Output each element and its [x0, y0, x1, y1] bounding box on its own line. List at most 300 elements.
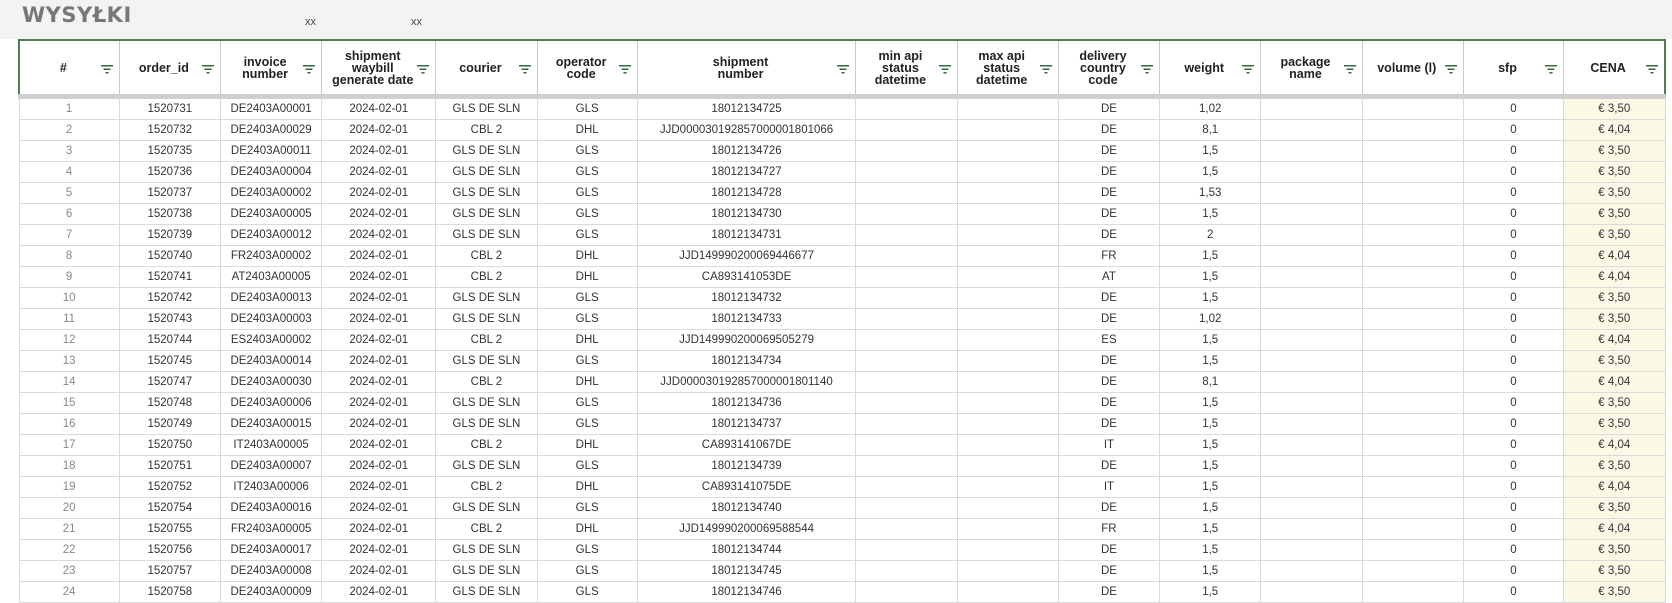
table-cell[interactable]	[1362, 540, 1463, 561]
row-number-cell[interactable]: 14	[19, 372, 119, 393]
filter-icon[interactable]	[619, 64, 631, 73]
table-cell[interactable]: DE2403A00008	[220, 561, 321, 582]
table-cell[interactable]	[856, 561, 957, 582]
table-cell[interactable]: 0	[1463, 498, 1563, 519]
table-cell[interactable]: DE	[1058, 225, 1159, 246]
table-cell[interactable]: FR2403A00002	[220, 246, 321, 267]
table-cell[interactable]: 1520747	[119, 372, 220, 393]
table-cell[interactable]	[1261, 330, 1362, 351]
table-cell[interactable]: GLS DE SLN	[436, 393, 537, 414]
table-cell[interactable]: 1,5	[1160, 204, 1261, 225]
table-cell[interactable]	[1362, 267, 1463, 288]
table-cell[interactable]: 0	[1463, 288, 1563, 309]
table-cell[interactable]: DE	[1058, 540, 1159, 561]
column-header[interactable]	[856, 40, 957, 97]
row-number-cell[interactable]: 6	[19, 204, 119, 225]
row-number-cell[interactable]: 21	[19, 519, 119, 540]
table-cell[interactable]: CBL 2	[436, 519, 537, 540]
table-cell[interactable]: DHL	[537, 519, 637, 540]
table-cell[interactable]: 1,5	[1160, 498, 1261, 519]
table-cell[interactable]: 0	[1463, 582, 1563, 603]
table-cell[interactable]: CBL 2	[436, 267, 537, 288]
table-cell[interactable]	[957, 561, 1058, 582]
table-cell[interactable]: 8,1	[1160, 372, 1261, 393]
filter-icon[interactable]	[1040, 64, 1052, 73]
table-cell[interactable]	[957, 162, 1058, 183]
table-cell[interactable]: 0	[1463, 330, 1563, 351]
table-cell[interactable]: DE	[1058, 372, 1159, 393]
filter-icon[interactable]	[837, 64, 849, 73]
table-cell[interactable]: 0	[1463, 456, 1563, 477]
table-cell[interactable]	[1362, 330, 1463, 351]
table-cell[interactable]: JJD000030192857000001801066	[637, 120, 856, 141]
table-cell[interactable]	[856, 435, 957, 456]
table-cell[interactable]: € 3,50	[1564, 540, 1665, 561]
table-cell[interactable]: GLS	[537, 456, 637, 477]
table-cell[interactable]	[856, 225, 957, 246]
table-cell[interactable]	[1261, 351, 1362, 372]
table-cell[interactable]: 2024-02-01	[322, 288, 436, 309]
table-cell[interactable]: 2	[1160, 225, 1261, 246]
table-cell[interactable]: 18012134726	[637, 141, 856, 162]
table-cell[interactable]: GLS	[537, 183, 637, 204]
row-number-cell[interactable]: 19	[19, 477, 119, 498]
table-cell[interactable]: 1,5	[1160, 519, 1261, 540]
table-cell[interactable]: GLS	[537, 582, 637, 603]
table-cell[interactable]: € 4,04	[1564, 477, 1665, 498]
table-cell[interactable]: 1520736	[119, 162, 220, 183]
table-cell[interactable]	[1362, 477, 1463, 498]
table-cell[interactable]	[1261, 519, 1362, 540]
table-cell[interactable]: 2024-02-01	[322, 414, 436, 435]
table-cell[interactable]: € 3,50	[1564, 183, 1665, 204]
table-cell[interactable]: 1520749	[119, 414, 220, 435]
table-cell[interactable]: 1,5	[1160, 351, 1261, 372]
filter-icon[interactable]	[1646, 64, 1658, 73]
table-cell[interactable]: € 3,50	[1564, 351, 1665, 372]
table-cell[interactable]: 1520743	[119, 309, 220, 330]
table-cell[interactable]	[1261, 435, 1362, 456]
table-cell[interactable]	[957, 204, 1058, 225]
table-cell[interactable]: GLS DE SLN	[436, 97, 537, 120]
table-cell[interactable]: GLS	[537, 414, 637, 435]
table-cell[interactable]	[957, 498, 1058, 519]
table-cell[interactable]: 0	[1463, 519, 1563, 540]
table-cell[interactable]: DE	[1058, 97, 1159, 120]
table-cell[interactable]: GLS	[537, 540, 637, 561]
table-cell[interactable]: 18012134745	[637, 561, 856, 582]
table-cell[interactable]: 1520757	[119, 561, 220, 582]
table-cell[interactable]	[1362, 97, 1463, 120]
table-cell[interactable]: 1520758	[119, 582, 220, 603]
column-header[interactable]	[436, 40, 537, 97]
table-cell[interactable]: € 3,50	[1564, 288, 1665, 309]
table-cell[interactable]: GLS	[537, 498, 637, 519]
row-number-cell[interactable]: 12	[19, 330, 119, 351]
table-cell[interactable]: 2024-02-01	[322, 372, 436, 393]
table-cell[interactable]	[957, 309, 1058, 330]
table-cell[interactable]: DE2403A00005	[220, 204, 321, 225]
column-header[interactable]	[1160, 40, 1261, 97]
filter-icon[interactable]	[519, 64, 531, 73]
table-cell[interactable]: CBL 2	[436, 372, 537, 393]
table-cell[interactable]	[957, 393, 1058, 414]
table-cell[interactable]: DE2403A00003	[220, 309, 321, 330]
table-cell[interactable]	[1362, 561, 1463, 582]
table-cell[interactable]: IT2403A00005	[220, 435, 321, 456]
table-cell[interactable]: 0	[1463, 561, 1563, 582]
table-cell[interactable]: DE	[1058, 204, 1159, 225]
table-cell[interactable]	[1362, 309, 1463, 330]
table-cell[interactable]: 1520732	[119, 120, 220, 141]
table-cell[interactable]: 1,5	[1160, 414, 1261, 435]
table-cell[interactable]: € 4,04	[1564, 519, 1665, 540]
table-cell[interactable]	[1362, 393, 1463, 414]
table-cell[interactable]: DE	[1058, 351, 1159, 372]
table-cell[interactable]	[856, 477, 957, 498]
table-cell[interactable]: 2024-02-01	[322, 204, 436, 225]
table-cell[interactable]	[957, 456, 1058, 477]
table-cell[interactable]: IT2403A00006	[220, 477, 321, 498]
table-cell[interactable]: FR	[1058, 519, 1159, 540]
table-cell[interactable]	[1362, 204, 1463, 225]
table-cell[interactable]	[1261, 498, 1362, 519]
table-cell[interactable]: DHL	[537, 267, 637, 288]
table-cell[interactable]: DHL	[537, 330, 637, 351]
table-cell[interactable]: € 3,50	[1564, 456, 1665, 477]
filter-icon[interactable]	[939, 64, 951, 73]
table-cell[interactable]: 1,5	[1160, 162, 1261, 183]
table-cell[interactable]: 18012134730	[637, 204, 856, 225]
table-cell[interactable]: € 4,04	[1564, 246, 1665, 267]
table-cell[interactable]: CA893141053DE	[637, 267, 856, 288]
column-header[interactable]	[637, 40, 856, 97]
table-cell[interactable]	[1261, 183, 1362, 204]
table-cell[interactable]: 2024-02-01	[322, 498, 436, 519]
table-cell[interactable]	[957, 351, 1058, 372]
table-cell[interactable]: GLS DE SLN	[436, 162, 537, 183]
table-cell[interactable]: 0	[1463, 351, 1563, 372]
column-header[interactable]	[1564, 40, 1665, 97]
filter-icon[interactable]	[1545, 64, 1557, 73]
table-cell[interactable]: 1520754	[119, 498, 220, 519]
table-cell[interactable]	[856, 414, 957, 435]
table-cell[interactable]: DE	[1058, 309, 1159, 330]
table-cell[interactable]: € 4,04	[1564, 267, 1665, 288]
table-cell[interactable]	[1261, 561, 1362, 582]
table-cell[interactable]: DE2403A00029	[220, 120, 321, 141]
table-cell[interactable]	[957, 435, 1058, 456]
table-cell[interactable]: DE	[1058, 561, 1159, 582]
table-cell[interactable]: 0	[1463, 477, 1563, 498]
table-cell[interactable]: 0	[1463, 183, 1563, 204]
table-cell[interactable]	[1362, 225, 1463, 246]
table-cell[interactable]: DE	[1058, 183, 1159, 204]
filter-icon[interactable]	[1344, 64, 1356, 73]
table-cell[interactable]: GLS	[537, 141, 637, 162]
table-cell[interactable]	[856, 519, 957, 540]
table-cell[interactable]: CBL 2	[436, 120, 537, 141]
table-cell[interactable]	[856, 456, 957, 477]
table-cell[interactable]: 1,5	[1160, 246, 1261, 267]
table-cell[interactable]: 1520755	[119, 519, 220, 540]
table-cell[interactable]: 1520750	[119, 435, 220, 456]
table-cell[interactable]	[957, 267, 1058, 288]
table-cell[interactable]	[856, 183, 957, 204]
table-cell[interactable]: 2024-02-01	[322, 351, 436, 372]
column-header[interactable]	[957, 40, 1058, 97]
table-cell[interactable]: 1,5	[1160, 435, 1261, 456]
column-header[interactable]	[19, 40, 119, 97]
table-cell[interactable]: JJD149990200069505279	[637, 330, 856, 351]
table-cell[interactable]: 1520756	[119, 540, 220, 561]
table-cell[interactable]: 0	[1463, 267, 1563, 288]
table-cell[interactable]: 1520737	[119, 183, 220, 204]
table-cell[interactable]	[856, 498, 957, 519]
row-number-cell[interactable]: 1	[19, 97, 119, 120]
table-cell[interactable]	[957, 183, 1058, 204]
table-cell[interactable]: GLS DE SLN	[436, 204, 537, 225]
table-cell[interactable]: 18012134733	[637, 309, 856, 330]
table-cell[interactable]: JJD149990200069446677	[637, 246, 856, 267]
table-cell[interactable]: GLS DE SLN	[436, 414, 537, 435]
table-cell[interactable]	[856, 97, 957, 120]
table-cell[interactable]: CBL 2	[436, 246, 537, 267]
table-cell[interactable]	[856, 393, 957, 414]
table-cell[interactable]	[856, 141, 957, 162]
table-cell[interactable]: IT	[1058, 435, 1159, 456]
row-number-cell[interactable]: 8	[19, 246, 119, 267]
table-cell[interactable]: 2024-02-01	[322, 162, 436, 183]
row-number-cell[interactable]: 9	[19, 267, 119, 288]
table-cell[interactable]: € 3,50	[1564, 393, 1665, 414]
table-cell[interactable]	[1362, 414, 1463, 435]
table-cell[interactable]: GLS DE SLN	[436, 498, 537, 519]
table-cell[interactable]	[1261, 288, 1362, 309]
table-cell[interactable]: GLS	[537, 309, 637, 330]
table-cell[interactable]: 0	[1463, 540, 1563, 561]
table-cell[interactable]: DHL	[537, 246, 637, 267]
table-cell[interactable]: 1520744	[119, 330, 220, 351]
table-cell[interactable]	[856, 351, 957, 372]
column-header[interactable]	[220, 40, 321, 97]
table-cell[interactable]: 1,5	[1160, 477, 1261, 498]
table-cell[interactable]: DE2403A00013	[220, 288, 321, 309]
table-cell[interactable]: 18012134732	[637, 288, 856, 309]
table-cell[interactable]: CBL 2	[436, 330, 537, 351]
table-cell[interactable]: DE	[1058, 456, 1159, 477]
table-cell[interactable]: 2024-02-01	[322, 309, 436, 330]
cell-marker[interactable]: xx	[411, 16, 422, 28]
table-cell[interactable]: 18012134731	[637, 225, 856, 246]
filter-icon[interactable]	[101, 64, 113, 73]
table-cell[interactable]: 1,5	[1160, 561, 1261, 582]
table-cell[interactable]	[1261, 372, 1362, 393]
table-cell[interactable]: 2024-02-01	[322, 267, 436, 288]
table-cell[interactable]: 0	[1463, 225, 1563, 246]
table-cell[interactable]: 1,5	[1160, 288, 1261, 309]
table-cell[interactable]: 2024-02-01	[322, 519, 436, 540]
table-cell[interactable]: DHL	[537, 477, 637, 498]
table-cell[interactable]: 2024-02-01	[322, 582, 436, 603]
table-cell[interactable]: GLS DE SLN	[436, 351, 537, 372]
table-cell[interactable]	[1261, 141, 1362, 162]
filter-icon[interactable]	[1141, 64, 1153, 73]
row-number-cell[interactable]: 3	[19, 141, 119, 162]
column-header[interactable]	[1463, 40, 1563, 97]
row-number-cell[interactable]: 2	[19, 120, 119, 141]
table-cell[interactable]: € 3,50	[1564, 498, 1665, 519]
table-cell[interactable]	[957, 246, 1058, 267]
table-cell[interactable]	[1362, 351, 1463, 372]
table-cell[interactable]: € 3,50	[1564, 414, 1665, 435]
table-cell[interactable]: € 4,04	[1564, 330, 1665, 351]
table-cell[interactable]	[957, 141, 1058, 162]
table-cell[interactable]: 1,02	[1160, 97, 1261, 120]
table-cell[interactable]: 1520745	[119, 351, 220, 372]
table-cell[interactable]: 1,5	[1160, 330, 1261, 351]
table-cell[interactable]: GLS	[537, 162, 637, 183]
table-cell[interactable]: DE	[1058, 393, 1159, 414]
table-cell[interactable]: 1,5	[1160, 582, 1261, 603]
table-cell[interactable]	[957, 519, 1058, 540]
table-cell[interactable]: GLS	[537, 561, 637, 582]
table-cell[interactable]: € 4,04	[1564, 372, 1665, 393]
table-cell[interactable]: ES2403A00002	[220, 330, 321, 351]
column-header[interactable]	[1362, 40, 1463, 97]
table-cell[interactable]: GLS	[537, 97, 637, 120]
table-cell[interactable]	[856, 372, 957, 393]
table-cell[interactable]: 18012134737	[637, 414, 856, 435]
table-cell[interactable]: 2024-02-01	[322, 435, 436, 456]
row-number-cell[interactable]: 13	[19, 351, 119, 372]
filter-icon[interactable]	[202, 64, 214, 73]
table-cell[interactable]: 0	[1463, 162, 1563, 183]
table-cell[interactable]: 2024-02-01	[322, 477, 436, 498]
table-cell[interactable]	[856, 288, 957, 309]
table-cell[interactable]: 2024-02-01	[322, 456, 436, 477]
table-cell[interactable]: 1520735	[119, 141, 220, 162]
table-cell[interactable]: GLS	[537, 204, 637, 225]
table-cell[interactable]: 0	[1463, 435, 1563, 456]
table-cell[interactable]: DE2403A00030	[220, 372, 321, 393]
table-cell[interactable]: 1,5	[1160, 141, 1261, 162]
table-cell[interactable]	[957, 372, 1058, 393]
table-cell[interactable]: € 4,04	[1564, 435, 1665, 456]
table-cell[interactable]: 18012134728	[637, 183, 856, 204]
column-header[interactable]	[1261, 40, 1362, 97]
row-number-cell[interactable]: 4	[19, 162, 119, 183]
table-cell[interactable]: 1520748	[119, 393, 220, 414]
table-cell[interactable]: GLS DE SLN	[436, 582, 537, 603]
table-cell[interactable]: DHL	[537, 435, 637, 456]
table-cell[interactable]: IT	[1058, 477, 1159, 498]
table-cell[interactable]: 1,5	[1160, 393, 1261, 414]
table-cell[interactable]	[856, 120, 957, 141]
table-cell[interactable]: DE	[1058, 162, 1159, 183]
table-cell[interactable]: € 3,50	[1564, 141, 1665, 162]
table-cell[interactable]: 1520741	[119, 267, 220, 288]
table-cell[interactable]: 0	[1463, 120, 1563, 141]
table-cell[interactable]	[1261, 414, 1362, 435]
table-cell[interactable]	[957, 97, 1058, 120]
table-cell[interactable]: DE2403A00001	[220, 97, 321, 120]
table-cell[interactable]: € 3,50	[1564, 97, 1665, 120]
table-cell[interactable]: 18012134736	[637, 393, 856, 414]
table-cell[interactable]: 0	[1463, 372, 1563, 393]
table-cell[interactable]: DE2403A00011	[220, 141, 321, 162]
table-cell[interactable]: 1520752	[119, 477, 220, 498]
table-cell[interactable]: 2024-02-01	[322, 225, 436, 246]
table-cell[interactable]	[957, 477, 1058, 498]
table-cell[interactable]: CBL 2	[436, 477, 537, 498]
table-cell[interactable]	[1261, 246, 1362, 267]
row-number-cell[interactable]: 23	[19, 561, 119, 582]
table-cell[interactable]: GLS DE SLN	[436, 561, 537, 582]
table-cell[interactable]	[957, 330, 1058, 351]
row-number-cell[interactable]: 5	[19, 183, 119, 204]
table-cell[interactable]	[1261, 267, 1362, 288]
table-cell[interactable]	[1362, 519, 1463, 540]
table-cell[interactable]	[856, 330, 957, 351]
table-cell[interactable]: 1,5	[1160, 267, 1261, 288]
table-cell[interactable]: 2024-02-01	[322, 97, 436, 120]
table-cell[interactable]	[1362, 183, 1463, 204]
filter-icon[interactable]	[417, 64, 429, 73]
table-cell[interactable]: 0	[1463, 141, 1563, 162]
table-cell[interactable]: 2024-02-01	[322, 120, 436, 141]
table-cell[interactable]: 1520738	[119, 204, 220, 225]
table-cell[interactable]: € 3,50	[1564, 162, 1665, 183]
table-cell[interactable]: DE	[1058, 141, 1159, 162]
table-cell[interactable]: AT	[1058, 267, 1159, 288]
table-cell[interactable]	[1261, 540, 1362, 561]
table-cell[interactable]	[1261, 225, 1362, 246]
table-cell[interactable]	[856, 309, 957, 330]
row-number-cell[interactable]: 7	[19, 225, 119, 246]
row-number-cell[interactable]: 10	[19, 288, 119, 309]
table-cell[interactable]	[957, 288, 1058, 309]
table-cell[interactable]: GLS	[537, 288, 637, 309]
table-cell[interactable]	[1261, 204, 1362, 225]
row-number-cell[interactable]: 18	[19, 456, 119, 477]
column-header[interactable]	[537, 40, 637, 97]
table-cell[interactable]: AT2403A00005	[220, 267, 321, 288]
table-cell[interactable]: 1520739	[119, 225, 220, 246]
table-cell[interactable]: FR2403A00005	[220, 519, 321, 540]
table-cell[interactable]: DE2403A00016	[220, 498, 321, 519]
table-cell[interactable]: 1,53	[1160, 183, 1261, 204]
table-cell[interactable]: DE2403A00017	[220, 540, 321, 561]
table-cell[interactable]: GLS	[537, 393, 637, 414]
table-cell[interactable]: 0	[1463, 393, 1563, 414]
table-cell[interactable]: 0	[1463, 97, 1563, 120]
table-cell[interactable]: 2024-02-01	[322, 330, 436, 351]
table-cell[interactable]: 1520751	[119, 456, 220, 477]
table-cell[interactable]	[957, 414, 1058, 435]
table-cell[interactable]	[856, 582, 957, 603]
row-number-cell[interactable]: 20	[19, 498, 119, 519]
table-cell[interactable]: 18012134727	[637, 162, 856, 183]
table-cell[interactable]: GLS DE SLN	[436, 141, 537, 162]
table-cell[interactable]	[1261, 309, 1362, 330]
filter-icon[interactable]	[1445, 64, 1457, 73]
table-cell[interactable]	[957, 120, 1058, 141]
table-cell[interactable]: GLS	[537, 225, 637, 246]
row-number-cell[interactable]: 17	[19, 435, 119, 456]
table-cell[interactable]: GLS DE SLN	[436, 309, 537, 330]
table-cell[interactable]: 1,5	[1160, 540, 1261, 561]
